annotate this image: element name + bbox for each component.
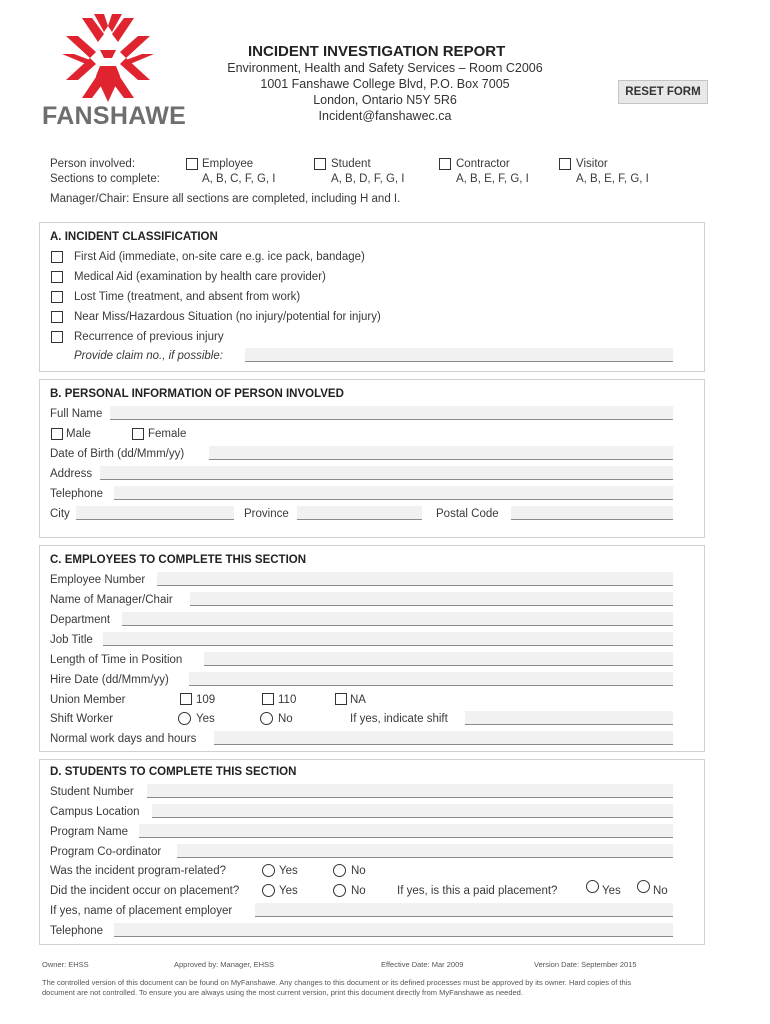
department-label: Department bbox=[50, 614, 111, 626]
placement-yes-radio[interactable] bbox=[262, 884, 275, 897]
city-label: City bbox=[50, 508, 70, 520]
contractor-checkbox[interactable] bbox=[439, 158, 451, 170]
section-b-title: B. PERSONAL INFORMATION OF PERSON INVOLVED bbox=[50, 388, 344, 400]
telephone-input[interactable] bbox=[114, 486, 673, 500]
medical-aid-checkbox[interactable] bbox=[51, 271, 63, 283]
telephone-label: Telephone bbox=[50, 488, 104, 500]
shift-worker-label: Shift Worker bbox=[50, 713, 114, 725]
manager-name-input[interactable] bbox=[190, 592, 673, 606]
coordinator-label: Program Co-ordinator bbox=[50, 846, 162, 858]
claim-label: Provide claim no., if possible: bbox=[74, 350, 223, 362]
page-title: INCIDENT INVESTIGATION REPORT bbox=[248, 43, 506, 60]
fanshawe-logo-icon bbox=[60, 14, 156, 102]
employer-label: If yes, name of placement employer bbox=[50, 905, 233, 917]
postal-code-input[interactable] bbox=[511, 506, 673, 520]
length-time-label: Length of Time in Position bbox=[50, 654, 183, 666]
section-a-title: A. INCIDENT CLASSIFICATION bbox=[50, 231, 218, 243]
section-d-title: D. STUDENTS TO COMPLETE THIS SECTION bbox=[50, 766, 297, 778]
normal-days-input[interactable] bbox=[214, 731, 673, 745]
department-input[interactable] bbox=[122, 612, 673, 626]
student-label: Student bbox=[331, 158, 371, 170]
placement-yes-label: Yes bbox=[279, 885, 298, 897]
paid-yes-radio[interactable] bbox=[586, 880, 599, 893]
student-checkbox[interactable] bbox=[314, 158, 326, 170]
shift-input[interactable] bbox=[465, 711, 673, 725]
normal-days-label: Normal work days and hours bbox=[50, 733, 197, 745]
paid-no-label: No bbox=[653, 885, 668, 897]
union-109-label: 109 bbox=[196, 694, 216, 706]
visitor-checkbox[interactable] bbox=[559, 158, 571, 170]
first-aid-label: First Aid (immediate, on-site care e.g. ice pack, bandage) bbox=[74, 251, 365, 263]
program-related-no-radio[interactable] bbox=[333, 864, 346, 877]
program-related-no-label: No bbox=[351, 865, 366, 877]
male-label: Male bbox=[66, 428, 91, 440]
section-c-title: C. EMPLOYEES TO COMPLETE THIS SECTION bbox=[50, 554, 307, 566]
department-line: Environment, Health and Safety Services – Room C2006 bbox=[227, 61, 543, 75]
visitor-label: Visitor bbox=[576, 158, 608, 170]
union-na-label: NA bbox=[350, 694, 366, 706]
visitor-sections: A, B, E, F, G, I bbox=[576, 173, 649, 185]
lost-time-label: Lost Time (treatment, and absent from work) bbox=[74, 291, 301, 303]
footer-note-1: The controlled version of this document can be found on MyFanshawe. Any changes to this document or its defined processes must be approved by its owner. Hard copies of this bbox=[42, 978, 632, 987]
lost-time-checkbox[interactable] bbox=[51, 291, 63, 303]
placement-no-radio[interactable] bbox=[333, 884, 346, 897]
recurrence-label: Recurrence of previous injury bbox=[74, 331, 224, 343]
shift-yes-label: Yes bbox=[196, 713, 215, 725]
placement-no-label: No bbox=[351, 885, 366, 897]
footer-approved: Approved by: Manager, EHSS bbox=[174, 960, 275, 969]
shift-no-label: No bbox=[278, 713, 293, 725]
manager-name-label: Name of Manager/Chair bbox=[50, 594, 173, 606]
paid-placement-label: If yes, is this a paid placement? bbox=[397, 885, 558, 897]
city-input[interactable] bbox=[76, 506, 234, 520]
province-input[interactable] bbox=[297, 506, 422, 520]
student-telephone-input[interactable] bbox=[114, 923, 673, 937]
near-miss-checkbox[interactable] bbox=[51, 311, 63, 323]
medical-aid-label: Medical Aid (examination by health care provider) bbox=[74, 271, 326, 283]
footer-owner: Owner: EHSS bbox=[42, 960, 89, 969]
student-telephone-label: Telephone bbox=[50, 925, 104, 937]
employee-label: Employee bbox=[202, 158, 254, 170]
address-line-2: London, Ontario N5Y 5R6 bbox=[313, 93, 457, 107]
student-number-input[interactable] bbox=[147, 784, 673, 798]
hire-date-input[interactable] bbox=[189, 672, 673, 686]
program-name-label: Program Name bbox=[50, 826, 128, 838]
length-time-input[interactable] bbox=[204, 652, 673, 666]
full-name-input[interactable] bbox=[110, 406, 673, 420]
union-member-label: Union Member bbox=[50, 694, 126, 706]
footer-version: Version Date: September 2015 bbox=[534, 960, 637, 969]
province-label: Province bbox=[244, 508, 289, 520]
employee-checkbox[interactable] bbox=[186, 158, 198, 170]
email-line: Incident@fanshawec.ca bbox=[318, 109, 452, 123]
hire-date-label: Hire Date (dd/Mmm/yy) bbox=[50, 674, 169, 686]
student-number-label: Student Number bbox=[50, 786, 134, 798]
near-miss-label: Near Miss/Hazardous Situation (no injury/potential for injury) bbox=[74, 311, 381, 323]
program-related-label: Was the incident program-related? bbox=[50, 865, 226, 877]
postal-code-label: Postal Code bbox=[436, 508, 499, 520]
paid-yes-label: Yes bbox=[602, 885, 621, 897]
union-110-label: 110 bbox=[278, 694, 297, 706]
female-label: Female bbox=[148, 428, 187, 440]
brand-name: FANSHAWE bbox=[42, 102, 187, 130]
person-involved-label: Person involved: bbox=[50, 158, 136, 170]
address-line-1: 1001 Fanshawe College Blvd, P.O. Box 7005 bbox=[260, 77, 510, 91]
campus-label: Campus Location bbox=[50, 806, 140, 818]
student-sections: A, B, D, F, G, I bbox=[331, 173, 405, 185]
contractor-label: Contractor bbox=[456, 158, 510, 170]
contractor-sections: A, B, E, F, G, I bbox=[456, 173, 529, 185]
sections-label: Sections to complete: bbox=[50, 173, 160, 185]
employer-input[interactable] bbox=[255, 903, 673, 917]
address-label: Address bbox=[50, 468, 93, 480]
employee-sections: A, B, C, F, G, I bbox=[202, 173, 276, 185]
footer-effective: Effective Date: Mar 2009 bbox=[381, 960, 464, 969]
first-aid-checkbox[interactable] bbox=[51, 251, 63, 263]
address-input[interactable] bbox=[100, 466, 673, 480]
female-checkbox[interactable] bbox=[132, 428, 144, 440]
footer-note-2: document are not controlled. To ensure you are always using the most current version, print this document directly from MyFanshawe as needed. bbox=[42, 988, 523, 997]
manager-note: Manager/Chair: Ensure all sections are completed, including H and I. bbox=[50, 193, 401, 205]
job-title-input[interactable] bbox=[103, 632, 673, 646]
program-related-yes-label: Yes bbox=[279, 865, 298, 877]
campus-input[interactable] bbox=[152, 804, 673, 818]
coordinator-input[interactable] bbox=[177, 844, 673, 858]
dob-input[interactable] bbox=[209, 446, 673, 460]
shift-yes-radio[interactable] bbox=[178, 712, 191, 725]
program-related-yes-radio[interactable] bbox=[262, 864, 275, 877]
on-placement-label: Did the incident occur on placement? bbox=[50, 885, 240, 897]
shift-note-label: If yes, indicate shift bbox=[350, 713, 448, 725]
union-na-checkbox[interactable] bbox=[335, 693, 347, 705]
union-109-checkbox[interactable] bbox=[180, 693, 192, 705]
paid-no-radio[interactable] bbox=[637, 880, 650, 893]
shift-no-radio[interactable] bbox=[260, 712, 273, 725]
male-checkbox[interactable] bbox=[51, 428, 63, 440]
claim-number-input[interactable] bbox=[245, 348, 673, 362]
union-110-checkbox[interactable] bbox=[262, 693, 274, 705]
employee-number-label: Employee Number bbox=[50, 574, 146, 586]
program-name-input[interactable] bbox=[139, 824, 673, 838]
employee-number-input[interactable] bbox=[157, 572, 673, 586]
full-name-label: Full Name bbox=[50, 408, 103, 420]
job-title-label: Job Title bbox=[50, 634, 93, 646]
recurrence-checkbox[interactable] bbox=[51, 331, 63, 343]
dob-label: Date of Birth (dd/Mmm/yy) bbox=[50, 448, 185, 460]
reset-form-button[interactable]: RESET FORM bbox=[618, 80, 708, 104]
